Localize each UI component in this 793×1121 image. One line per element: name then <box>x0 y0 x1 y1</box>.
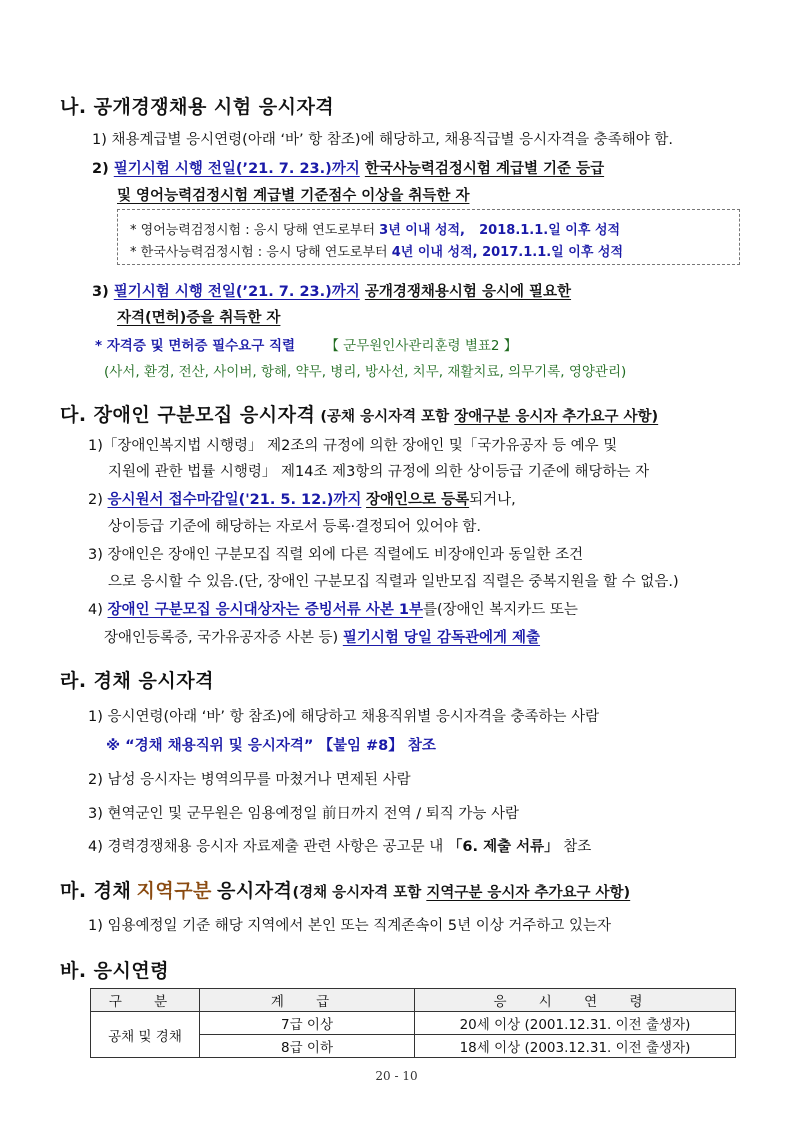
na-star-list: (사서, 환경, 전산, 사이버, 항해, 약무, 병리, 방사선, 치무, 재활치료, 의무기록, 영양관리) <box>104 364 627 380</box>
da-item-4 <box>88 598 578 619</box>
ma-heading-underline: 지역구분 응시자 추가요구 사항) <box>426 885 631 901</box>
ra-item-4-bold: 「6. 제출 서류」 <box>447 839 559 855</box>
age-table-group: 공채 및 경채 <box>91 1012 200 1058</box>
na-item-2-num: 2) <box>92 161 109 177</box>
da-item-3-line2: 으로 응시할 수 있음.(단, 장애인 구분모집 직렬과 일반모집 직렬은 중복지원을 할 수 없음.) <box>108 574 679 590</box>
age-table-header-row <box>91 989 736 1012</box>
age-table-header: 구 분 <box>91 989 200 1012</box>
ma-heading-paren: (경채 응시자격 포함 <box>292 885 422 901</box>
na-note-1 <box>130 219 620 238</box>
na-item-2-rest: 한국사능력검정시험 계급별 기준 등급 <box>364 161 605 177</box>
na-item-2-line2: 및 영어능력검정시험 계급별 기준점수 이상을 취득한 자 <box>117 188 470 204</box>
na-item-3-num: 3) <box>92 284 109 300</box>
section-heading-na: 나. 공개경쟁채용 시험 응시자격 <box>60 96 335 118</box>
na-item-3-date: 필기시험 시행 전일(’21. 7. 23.)까지 <box>113 284 360 300</box>
age-table-rank: 8급 이하 <box>200 1035 415 1058</box>
da-heading-underline: 장애구분 응시자 추가요구 사항) <box>454 409 659 425</box>
na-item-3-line2: 자격(면허)증을 취득한 자 <box>117 310 281 326</box>
da-item-4-highlight: 장애인 구분모집 응시대상자는 증빙서류 사본 1부 <box>107 602 423 618</box>
na-note-1-text: * 영어능력검정시험 : 응시 당해 연도로부터 <box>130 223 376 238</box>
ra-item-1: 1) 응시연령(아래 ‘바’ 항 참조)에 해당하고 채용직위별 응시자격을 충족하는 사람 <box>88 709 600 725</box>
ra-item-4-end: 참조 <box>563 839 592 855</box>
da-item-2-line2: 상이등급 기준에 해당하는 자로서 등록·결정되어 있어야 함. <box>108 519 482 535</box>
na-item-1: 1) 채용계급별 응시연령(아래 ‘바’ 항 참조)에 해당하고, 채용직급별 응시자격을 충족해야 함. <box>92 132 673 148</box>
table-row <box>91 1012 736 1035</box>
age-table-header: 계 급 <box>200 989 415 1012</box>
na-item-2-date: 필기시험 시행 전일(’21. 7. 23.)까지 <box>113 161 360 177</box>
na-star-label: * 자격증 및 면허증 필수요구 직렬 <box>95 338 296 354</box>
section-heading-ba: 바. 응시연령 <box>60 960 170 982</box>
da-item-4-num: 4) <box>88 602 103 618</box>
na-note-2 <box>130 241 623 260</box>
age-table-header: 응 시 연 령 <box>415 989 736 1012</box>
na-note-1-date: 2018.1.1.일 이후 성적 <box>479 223 621 238</box>
da-heading-main: 다. 장애인 구분모집 응시자격 <box>60 404 316 426</box>
na-star-ref: 【 군무원인사관리훈령 별표2 】 <box>325 338 518 354</box>
section-heading-da <box>60 400 658 427</box>
da-item-2-date: 응시원서 접수마감일('21. 5. 12.)까지 <box>107 492 362 508</box>
na-item-2 <box>92 157 604 178</box>
ma-heading-c: 응시자격 <box>217 880 293 902</box>
na-note-1-period: 3년 이내 성적, <box>379 223 465 238</box>
da-item-2-num: 2) <box>88 492 103 508</box>
na-note-2-text: * 한국사능력검정시험 : 응시 당해 연도로부터 <box>130 245 388 260</box>
da-item-4-line2-text: 장애인등록증, 국가유공자증 사본 등) <box>104 630 339 646</box>
ma-item-1: 1) 임용예정일 기준 해당 지역에서 본인 또는 직계존속이 5년 이상 거주하고 있는자 <box>88 918 612 934</box>
age-table-rank: 7급 이상 <box>200 1012 415 1035</box>
age-table <box>90 988 736 1058</box>
page-number: 20 - 10 <box>375 1069 418 1083</box>
da-item-4-line2 <box>104 626 540 647</box>
da-heading-paren: (공채 응시자격 포함 <box>320 409 450 425</box>
ma-heading-a: 마. 경채 <box>60 880 132 902</box>
da-item-4-rest: 를(장애인 복지카드 또는 <box>422 602 578 618</box>
na-note-2-period: 4년 이내 성적, 2017.1.1.일 이후 성적 <box>391 245 624 260</box>
ra-item-2: 2) 남성 응시자는 병역의무를 마쳤거나 면제된 사람 <box>88 772 411 788</box>
age-table-age: 20세 이상 (2001.12.31. 이전 출생자) <box>415 1012 736 1035</box>
ra-item-4 <box>88 835 591 856</box>
da-item-1: 1)「장애인복지법 시행령」 제2조의 규정에 의한 장애인 및「국가유공자 등 예우 및 <box>88 438 618 454</box>
section-heading-ra: 라. 경채 응시자격 <box>60 670 214 692</box>
ma-heading-region: 지역구분 <box>136 880 212 902</box>
ra-item-3: 3) 현역군인 및 군무원은 임용예정일 前日까지 전역 / 퇴직 가능 사람 <box>88 806 520 822</box>
ra-item-4-text: 4) 경력경쟁채용 응시자 자료제출 관련 사항은 공고문 내 <box>88 839 444 855</box>
na-item-3 <box>92 280 571 301</box>
ra-reference: ※ “경채 채용직위 및 응시자격” 【붙임 #8】 참조 <box>106 738 436 754</box>
age-table-age: 18세 이상 (2003.12.31. 이전 출생자) <box>415 1035 736 1058</box>
da-item-2-end: 되거나, <box>469 492 516 508</box>
section-heading-ma <box>60 876 630 903</box>
da-item-2 <box>88 488 516 509</box>
na-star-note <box>95 334 517 354</box>
da-item-4-line2-highlight: 필기시험 당일 감독관에게 제출 <box>342 630 541 646</box>
da-item-3: 3) 장애인은 장애인 구분모집 직렬 외에 다른 직렬에도 비장애인과 동일한 조건 <box>88 547 584 563</box>
na-item-3-rest: 공개경쟁채용시험 응시에 필요한 <box>364 284 572 300</box>
da-item-2-mid: 장애인으로 등록 <box>366 492 470 508</box>
da-item-1-line2: 지원에 관한 법률 시행령」 제14조 제3항의 규정에 의한 상이등급 기준에 해당하는 자 <box>108 464 650 480</box>
